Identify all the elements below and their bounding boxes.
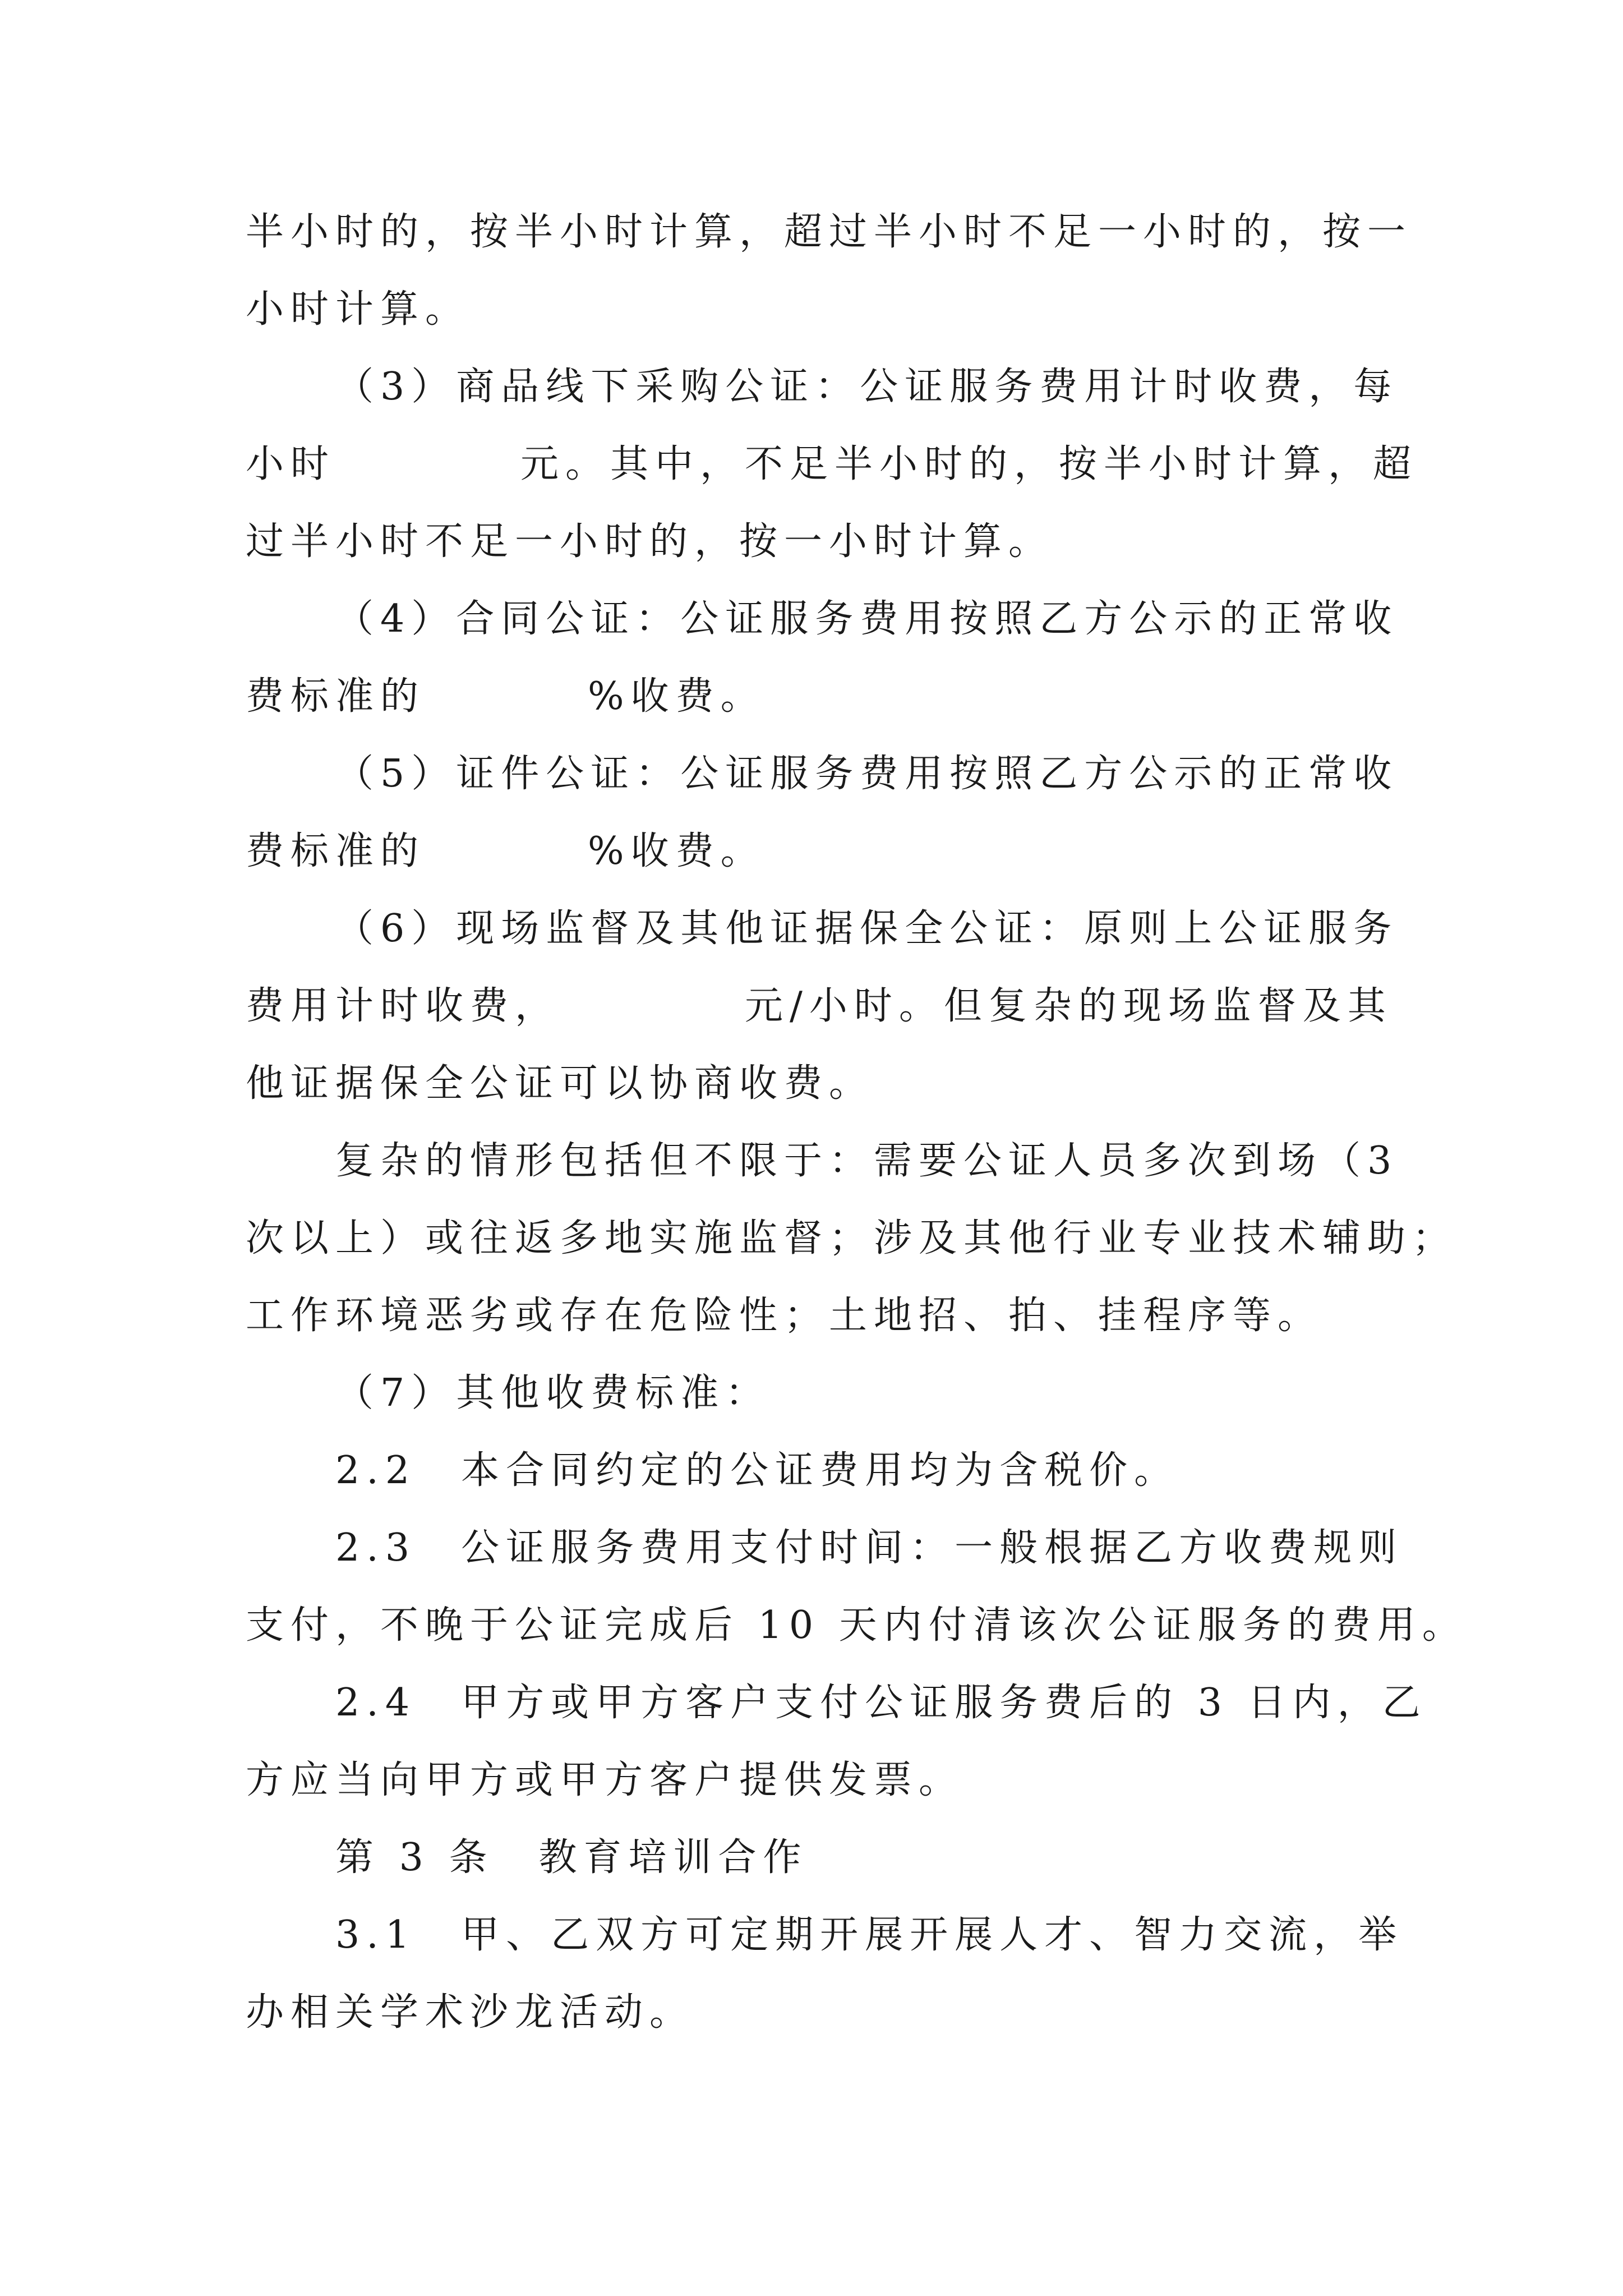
paragraph-line: （4）合同公证：公证服务费用按照乙方公示的正常收 <box>335 597 1399 641</box>
paragraph-line: 2.3 公证服务费用支付时间：一般根据乙方收费规则 <box>335 1526 1404 1570</box>
line-text: 费标准的 <box>246 674 426 719</box>
line-text: 费标准的 <box>246 829 426 873</box>
paragraph-line: 过半小时不足一小时的，按一小时计算。 <box>246 519 1054 564</box>
line-text: 费用计时收费， <box>246 984 560 1028</box>
paragraph-line: 次以上）或往返多地实施监督；涉及其他行业专业技术辅助； <box>246 1216 1458 1260</box>
paragraph-line: （5）证件公证：公证服务费用按照乙方公示的正常收 <box>335 752 1399 796</box>
paragraph-line: 2.4 甲方或甲方客户支付公证服务费后的 3 日内，乙 <box>335 1681 1427 1725</box>
paragraph-line: （3）商品线下采购公证：公证服务费用计时收费，每 <box>335 365 1399 409</box>
paragraph-line: （7）其他收费标准： <box>335 1371 771 1415</box>
document-body <box>246 194 1467 2051</box>
paragraph-line: 复杂的情形包括但不限于：需要公证人员多次到场（3 <box>335 1139 1399 1183</box>
paragraph-line: 支付，不晚于公证完成后 10 天内付清该次公证服务的费用。 <box>246 1603 1467 1648</box>
line-text: %收费。 <box>588 674 766 719</box>
line-text: 元。其中，不足半小时的，按半小时计算，超 <box>520 442 1418 486</box>
paragraph-line: 3.1 甲、乙双方可定期开展开展人才、智力交流，举 <box>335 1913 1404 1957</box>
section-heading: 第 3 条 教育培训合作 <box>335 1835 808 1880</box>
line-text: %收费。 <box>588 829 766 873</box>
paragraph-line: 办相关学术沙龙活动。 <box>246 1990 695 2035</box>
paragraph-line <box>246 426 1418 503</box>
paragraph-line <box>246 658 1384 735</box>
paragraph-line: 他证据保全公证可以协商收费。 <box>246 1061 874 1106</box>
line-text: 元/小时。但复杂的现场监督及其 <box>745 984 1393 1028</box>
paragraph-line: 2.2 本合同约定的公证费用均为含税价。 <box>335 1448 1179 1493</box>
paragraph-line <box>246 968 1393 1045</box>
paragraph-line: （6）现场监督及其他证据保全公证：原则上公证服务 <box>335 907 1399 951</box>
paragraph-line: 工作环境恶劣或存在危险性；土地招、拍、挂程序等。 <box>246 1294 1323 1338</box>
paragraph-line: 半小时的，按半小时计算，超过半小时不足一小时的，按一 <box>246 210 1413 254</box>
paragraph-line: 小时计算。 <box>246 287 471 332</box>
paragraph-line <box>246 813 1384 890</box>
line-text: 小时 <box>246 442 336 486</box>
paragraph-line: 方应当向甲方或甲方客户提供发票。 <box>246 1758 964 1802</box>
